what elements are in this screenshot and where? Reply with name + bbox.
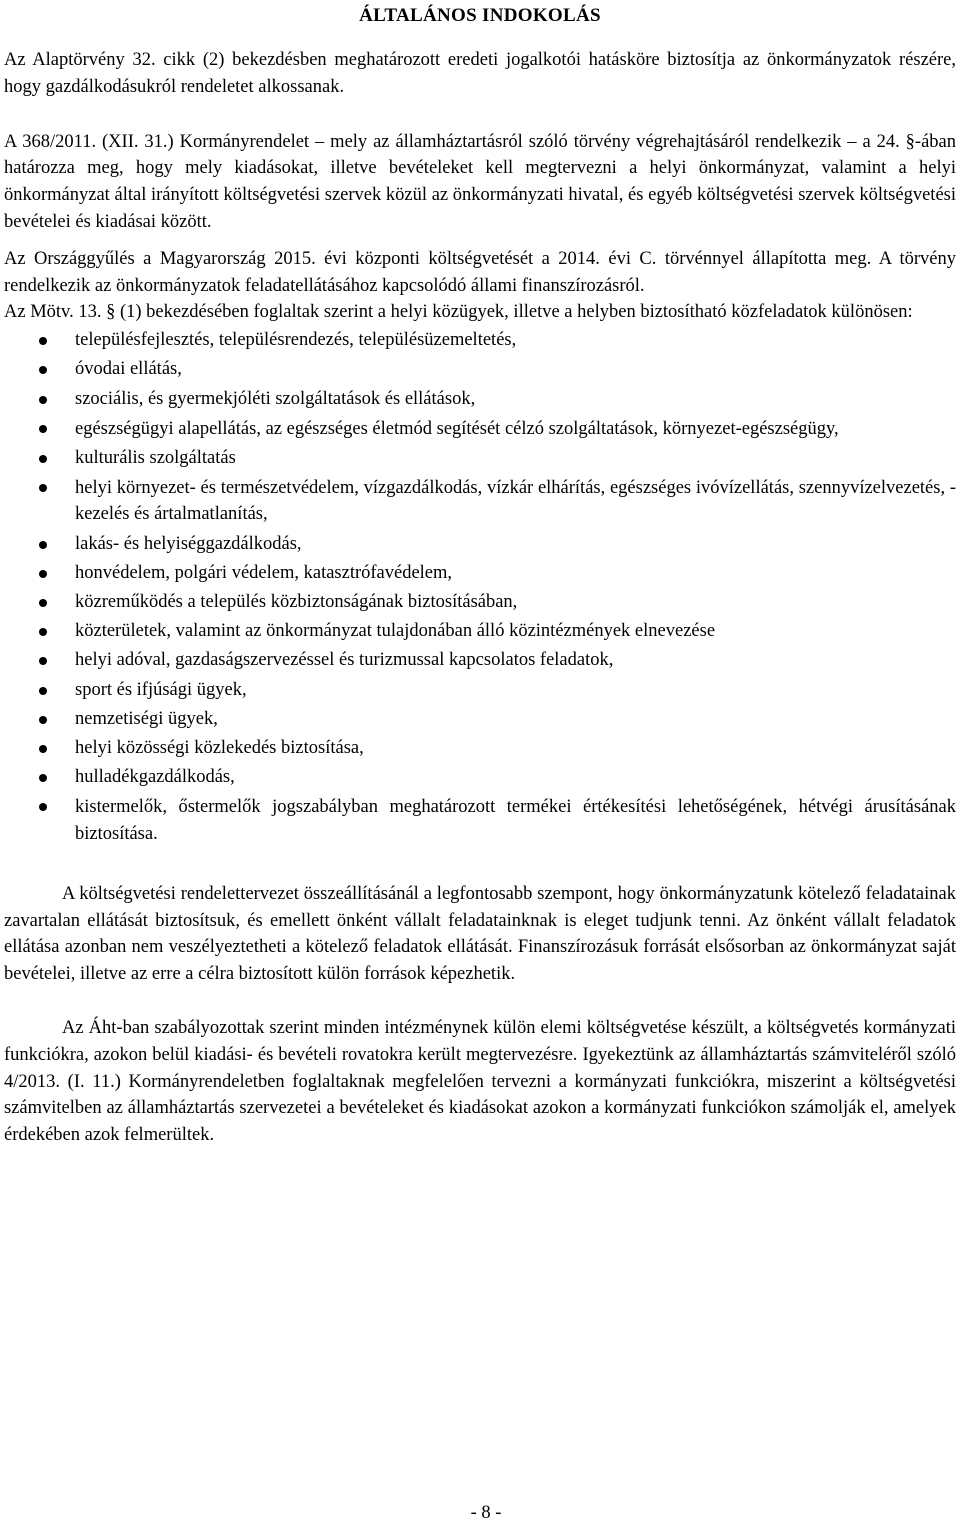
list-item: lakás- és helyiséggazdálkodás, (4, 530, 956, 559)
bullet-icon (39, 657, 47, 665)
list-item: nemzetiségi ügyek, (4, 705, 956, 734)
document-page (4, 0, 956, 1149)
bullet-icon (39, 774, 47, 782)
list-item: közreműködés a település közbiztonságának biztosításában, (4, 588, 956, 617)
list-item: kistermelők, őstermelők jogszabályban meghatározott termékei értékesítési lehetőségének, hétvégi árusításának biztosítása. (4, 792, 956, 848)
bullet-icon (39, 687, 47, 695)
public-tasks-list (4, 326, 956, 849)
list-item: közterületek, valamint az önkormányzat tulajdonában álló közintézmények elnevezése (4, 617, 956, 646)
paragraph-aht: Az Áht-ban szabályozottak szerint minden intézménynek külön elemi költségvetése készült, a költségvetés kormányzati funkciókra, azokon belül kiadási- és bevételi rovatokra került megtervezésre. Igyekeztünk az államháztartás számviteléről szóló 4/2013. (I. 11.) Kormányrendeletben foglaltaknak megfelelően tervezni a kormányzati funkciókra, miszerint a költségvetési számvitelben az államháztartás szervezetei a bevételeket és kiadásokat azokon a kormányzati funkciókon számolják el, amelyek érdekében azok felmerültek. (4, 1018, 956, 1146)
paragraph-alaptorveny: Az Alaptörvény 32. cikk (2) bekezdésben meghatározott eredeti jogalkotói hatásköre biztosítja az önkormányzatok részére, hogy gazdálkodásukról rendeletet alkossanak. (4, 50, 956, 97)
document-title: ÁLTALÁNOS INDOKOLÁS (359, 5, 601, 26)
list-item: helyi környezet- és természetvédelem, vízgazdálkodás, vízkár elhárítás, egészséges ivóvízellátás, szennyvízelvezetés, -kezelés és ártalmatlanítás, (4, 473, 956, 529)
bullet-icon (39, 366, 47, 374)
bullet-icon (39, 484, 47, 492)
bullet-icon (39, 541, 47, 549)
list-item: helyi adóval, gazdaságszervezéssel és turizmussal kapcsolatos feladatok, (4, 646, 956, 675)
list-item: településfejlesztés, településrendezés, településüzemeltetés, (4, 326, 956, 355)
list-item: egészségügyi alapellátás, az egészséges életmód segítését célzó szolgáltatások, környezet-egészségügy, (4, 414, 956, 444)
list-item: kulturális szolgáltatás (4, 444, 956, 473)
paragraph-kormanyrendelet: A 368/2011. (XII. 31.) Kormányrendelet – mely az államháztartásról szóló törvény végrehajtásáról rendelkezik – a 24. §-ában határozza meg, hogy mely kiadásokat, illetve bevételeket kell megtervezni a helyi önkormányzat, valamint a helyi önkormányzat által irányított költségvetési szervek közül az önkormányzati hivatal, és egyéb költségvetési szervek költségvetési bevételei és kiadásai között. (4, 131, 956, 232)
bullet-icon (39, 455, 47, 463)
paragraph-orszaggyules: Az Országgyűlés a Magyarország 2015. évi központi költségvetését a 2014. évi C. törvénnyel állapította meg. A törvény rendelkezik az önkormányzatok feladatellátásához kapcsolódó állami finanszírozásról. (4, 248, 956, 296)
list-item: óvodai ellátás, (4, 355, 956, 384)
page-number: - 8 - (470, 1503, 502, 1523)
bullet-icon (39, 628, 47, 636)
bullet-icon (39, 396, 47, 404)
bullet-icon (39, 803, 47, 811)
bullet-icon (39, 716, 47, 724)
list-item: honvédelem, polgári védelem, katasztrófavédelem, (4, 559, 956, 588)
list-item: hulladékgazdálkodás, (4, 763, 956, 792)
bullet-icon (39, 599, 47, 607)
paragraph-motv: Az Mötv. 13. § (1) bekezdésében foglaltak szerint a helyi közügyek, illetve a helyben biztosítható közfeladatok különösen: (4, 302, 913, 323)
bullet-icon (39, 570, 47, 578)
bullet-icon (39, 745, 47, 753)
bullet-icon (39, 425, 47, 433)
paragraph-koltsegvetesi-szempont: A költségvetési rendelettervezet összeállításánál a legfontosabb szempont, hogy önkormányzatunk kötelező feladatainak zavartalan ellátását biztosítsuk, és emellett önként vállalt feladatainknak is eleget tudjunk tenni. Az önként vállalt feladatok ellátása azonban nem veszélyeztetheti a kötelező feladatok ellátását. Finanszírozásuk forrását elsősorban az önkormányzat saját bevételei, illetve az erre a célra biztosított külön források képezhetik. (4, 883, 956, 985)
bullet-icon (39, 337, 47, 345)
list-item: helyi közösségi közlekedés biztosítása, (4, 734, 956, 763)
list-item: szociális, és gyermekjóléti szolgáltatások és ellátások, (4, 385, 956, 414)
list-item: sport és ifjúsági ügyek, (4, 676, 956, 705)
